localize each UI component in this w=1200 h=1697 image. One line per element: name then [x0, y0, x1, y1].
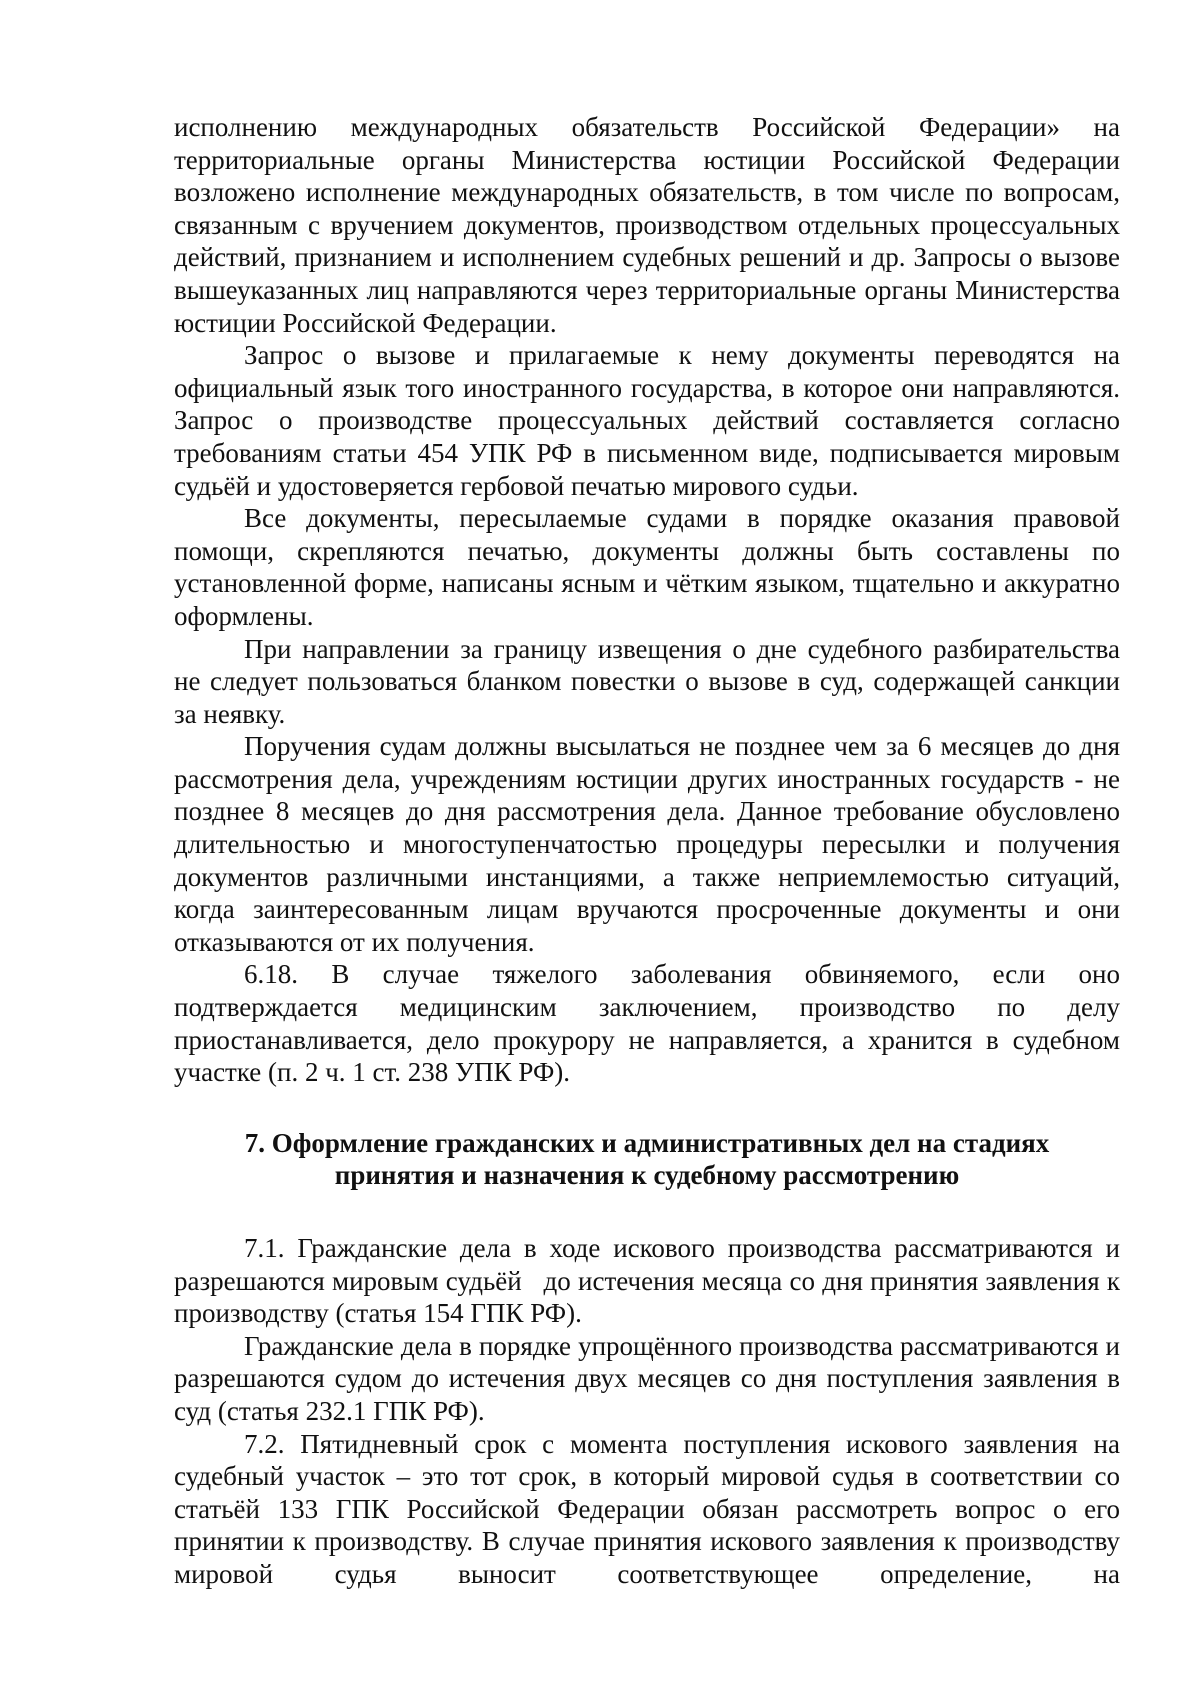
paragraph-simplified-procedure: Гражданские дела в порядке упрощённого производства рассматриваются и разрешаются судом до истечения двух месяцев со дня поступления заявления в суд (статья 232.1 ГПК РФ). [174, 1330, 1120, 1426]
section-7-heading-line-1: 7. Оформление гражданских и административных дел на стадиях [244, 1127, 1050, 1158]
paragraph-7-2: 7.2. Пятидневный срок с момента поступления искового заявления на судебный участок – это тот срок, в который мировой судья в соответствии со статьёй 133 ГПК Российской Федерации обязан рассмотреть вопрос о его принятии к производству. В случае принятия искового заявления к производству мировой судья выносит соответствующее определение, на [174, 1428, 1120, 1589]
paragraph-request-translation: Запрос о вызове и прилагаемые к нему документы переводятся на официальный язык того иностранного государства, в которое они направляются. Запрос о производстве процессуальных действий составляется согласно требованиям статьи 454 УПК РФ в письменном виде, подписывается мировым судьёй и удостоверяется гербовой печатью мирового судьи. [174, 340, 1120, 501]
paragraph-7-1: 7.1. Гражданские дела в ходе искового производства рассматриваются и разрешаются мировым судьёй до истечения месяца со дня принятия заявления к производству (статья 154 ГПК РФ). [174, 1233, 1127, 1329]
paragraph-deadlines: Поручения судам должны высылаться не позднее чем за 6 месяцев до дня рассмотрения дела, учреждениям юстиции других иностранных государств - не позднее 8 месяцев до дня рассмотрения дела. Данное требование обусловлено длительностью и многоступенчатостью процедуры пересылки и получения документов различными инстанциями, а также неприемлемостью ситуаций, когда заинтересованным лицам вручаются просроченные документы и они отказываются от их получения. [174, 731, 1120, 957]
paragraph-notification-abroad: При направлении за границу извещения о дне судебного разбирательства не следует пользоваться бланком повестки о вызове в суд, содержащей санкции за неявку. [174, 633, 1120, 729]
document-body [174, 111, 1127, 1591]
paragraph-6-18: 6.18. В случае тяжелого заболевания обвиняемого, если оно подтверждается медицинским заключением, производство по делу приостанавливается, дело прокурору не направляется, а хранится в судебном участке (п. 2 ч. 1 ст. 238 УПК РФ). [174, 959, 1120, 1088]
section-7-heading-line-2: принятия и назначения к судебному рассмотрению [334, 1160, 960, 1191]
section-7-heading [174, 1127, 1120, 1192]
paragraph-documents-sealing: Все документы, пересылаемые судами в порядке оказания правовой помощи, скрепляются печатью, документы должны быть составлены по установленной форме, написаны ясным и чётким языком, тщательно и аккуратно оформлены. [174, 503, 1120, 631]
paragraph-continuation: исполнению международных обязательств Российской Федерации» на территориальные органы Министерства юстиции Российской Федерации возложено исполнение международных обязательств, в том числе по вопросам, связанным с вручением документов, производством отдельных процессуальных действий, признанием и исполнением судебных решений и др. Запросы о вызове вышеуказанных лиц направляются через территориальные органы Министерства юстиции Российской Федерации. [174, 112, 1120, 338]
